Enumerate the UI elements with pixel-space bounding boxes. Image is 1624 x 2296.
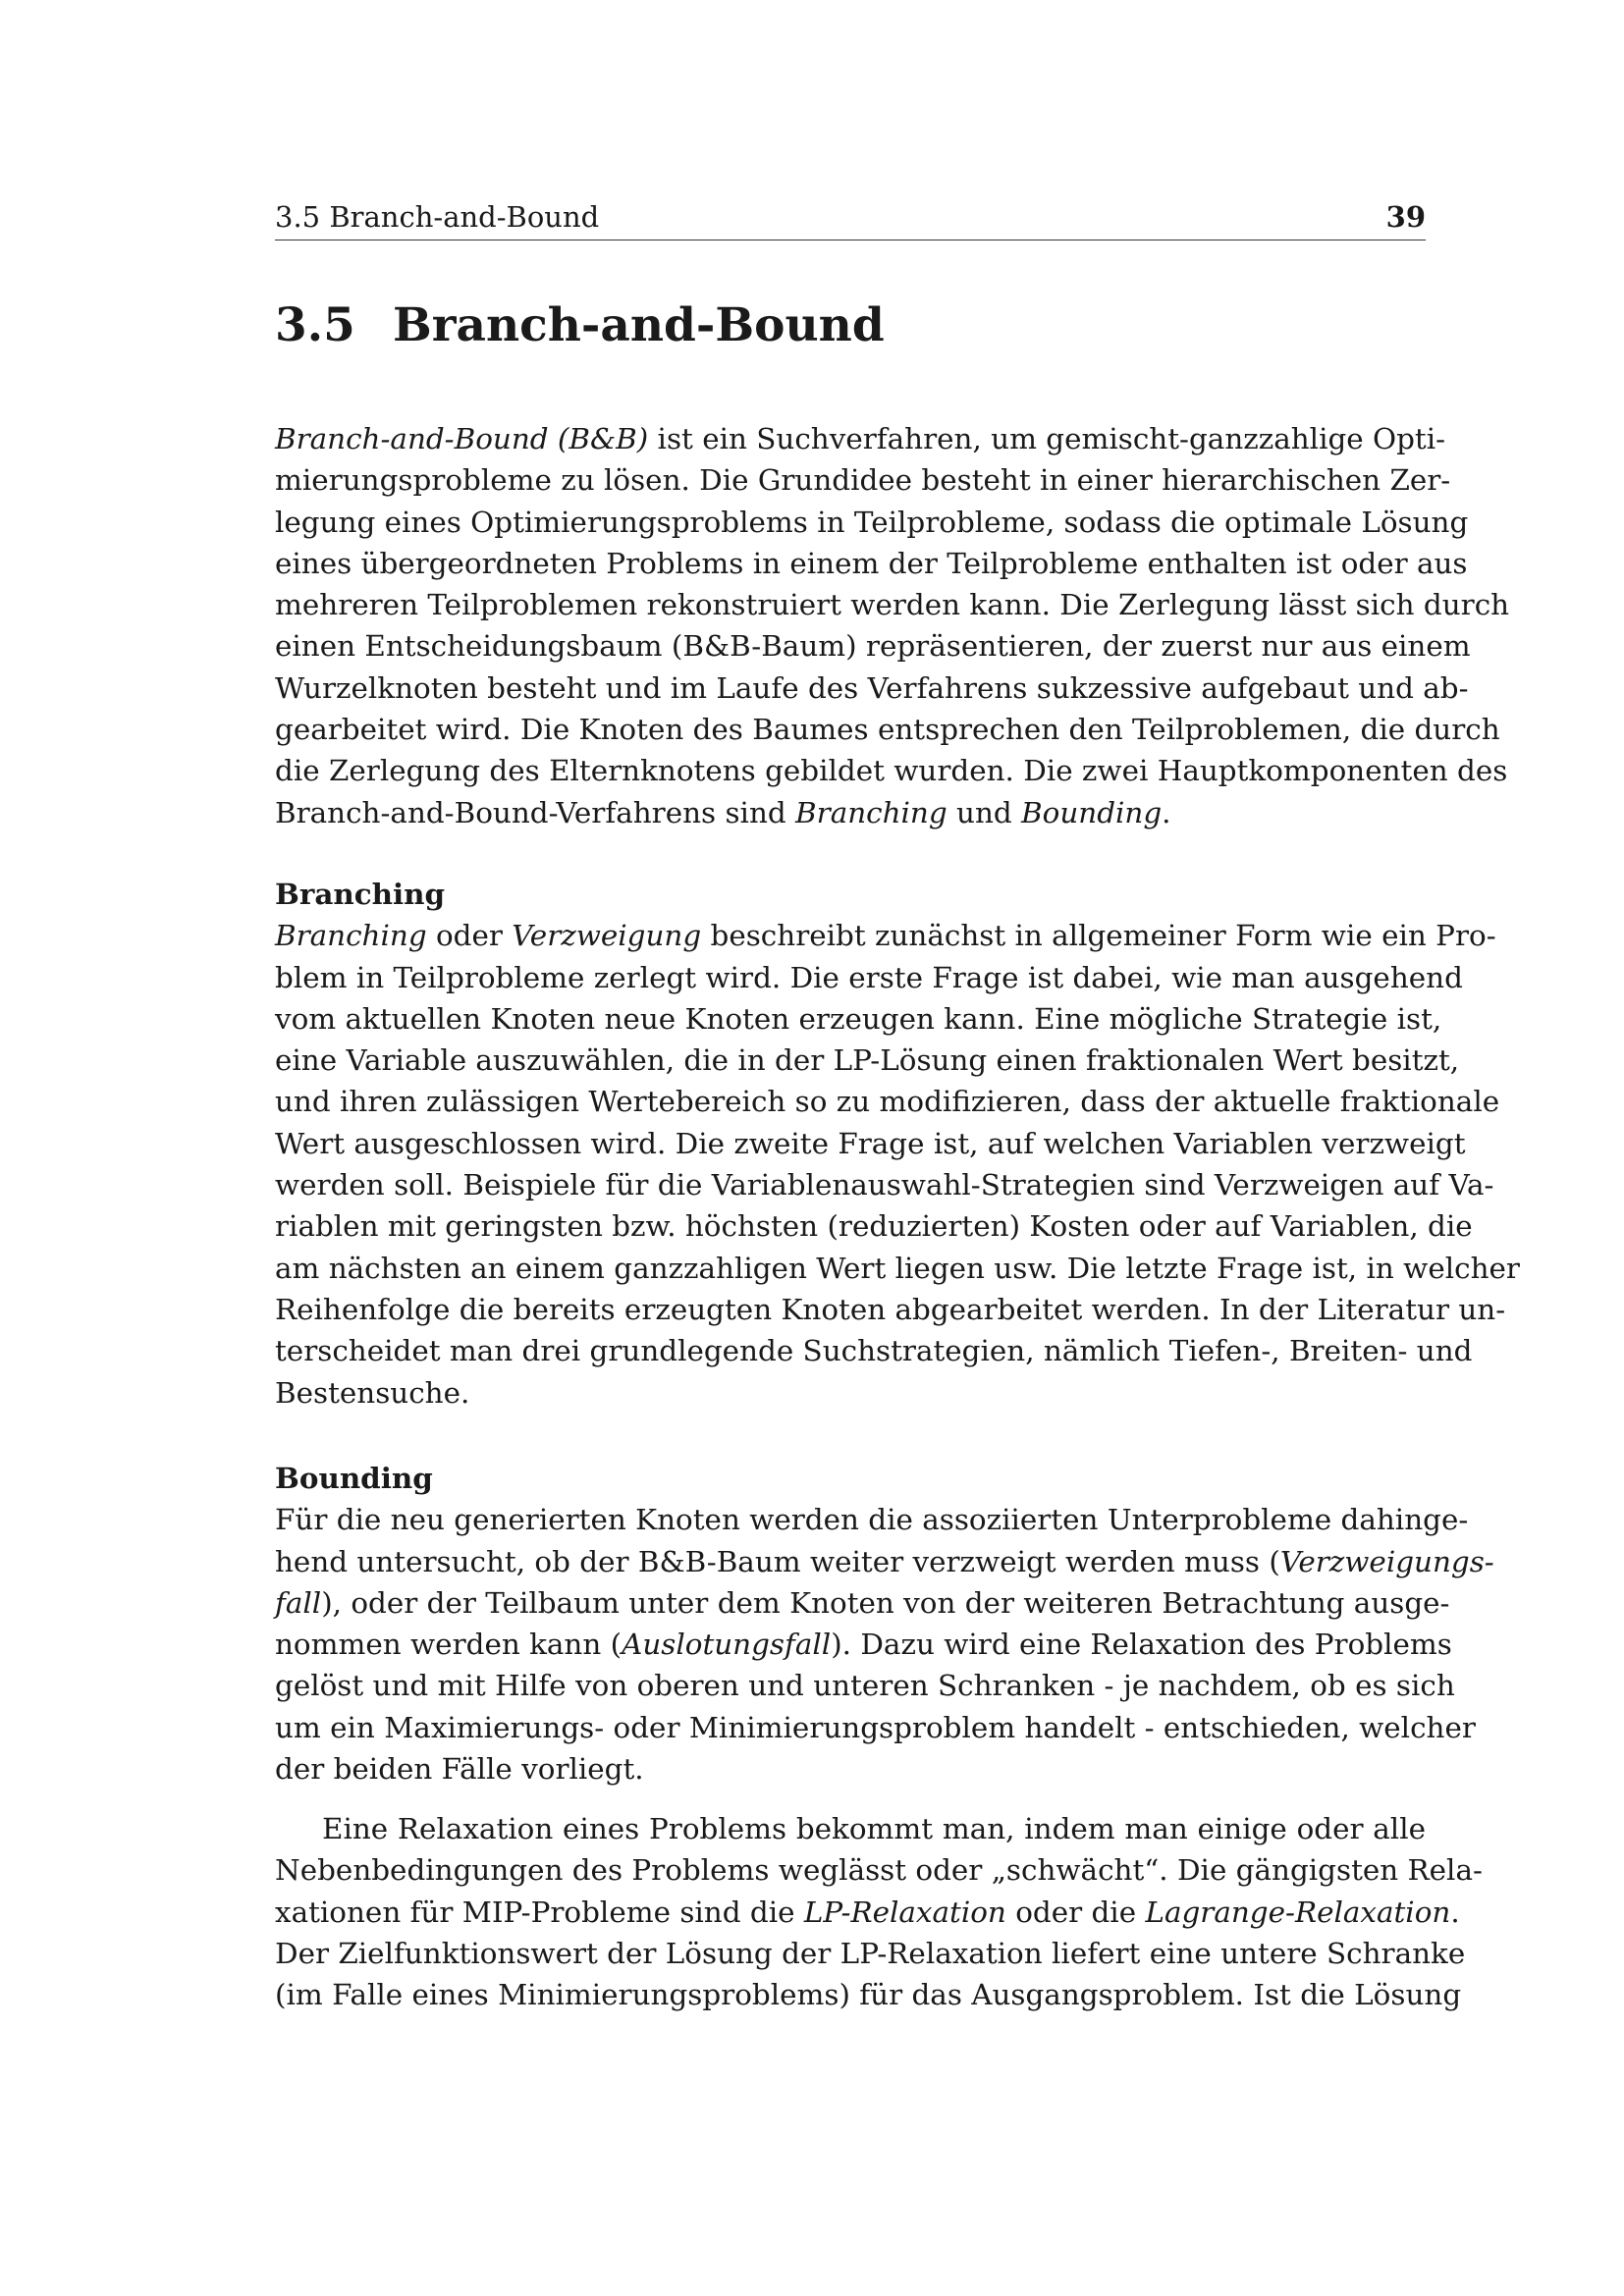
text-line: am nächsten an einem ganzzahligen Wert liegen usw. Die letzte Frage ist, in welcher bbox=[275, 1251, 1520, 1285]
text-line: Reihenfolge die bereits erzeugten Knoten abgearbeitet werden. In der Literatur un- bbox=[275, 1292, 1506, 1326]
text-line: Branch-and-Bound-Verfahrens sind Branching und Bounding. bbox=[275, 795, 1171, 829]
text-line: fall), oder der Teilbaum unter dem Knoten von der weiteren Betrachtung ausge- bbox=[275, 1585, 1450, 1620]
text-line: Eine Relaxation eines Problems bekommt man, indem man einige oder alle bbox=[322, 1812, 1426, 1845]
branching-section bbox=[275, 874, 1520, 1414]
text-line: der beiden Fälle vorliegt. bbox=[275, 1752, 644, 1787]
text-line: werden soll. Beispiele für die Variablenauswahl-Strategien sind Verzweigen auf Va- bbox=[275, 1168, 1494, 1202]
text-line: legung eines Optimierungsproblems in Teilprobleme, sodass die optimale Lösung bbox=[275, 505, 1469, 539]
text-line: terscheidet man drei grundlegende Suchstrategien, nämlich Tiefen-, Breiten- und bbox=[275, 1334, 1473, 1368]
text-line: die Zerlegung des Elternknotens gebildet wurden. Die zwei Hauptkomponenten des bbox=[275, 754, 1508, 788]
section-title-text: Branch-and-Bound bbox=[393, 298, 885, 352]
text-line: Nebenbedingungen des Problems weglässt oder „schwächt“. Die gängigsten Rela- bbox=[275, 1853, 1483, 1888]
text-line: eines übergeordneten Problems in einem der Teilprobleme enthalten ist oder aus bbox=[275, 546, 1468, 580]
text-line: Branch-and-Bound (B&B) ist ein Suchverfahren, um gemischt-ganzzahlige Opti- bbox=[275, 422, 1446, 455]
text-line: nommen werden kann (Auslotungsfall). Dazu wird eine Relaxation des Problems bbox=[275, 1628, 1452, 1662]
text-line: Wert ausgeschlossen wird. Die zweite Frage ist, auf welchen Variablen verzweigt bbox=[275, 1126, 1466, 1160]
text-line: Bestensuche. bbox=[275, 1375, 470, 1410]
text-line: mehreren Teilproblemen rekonstruiert werden kann. Die Zerlegung lässt sich durch bbox=[275, 588, 1510, 622]
text-line: eine Variable auszuwählen, die in der LP-Lösung einen fraktionalen Wert besitzt, bbox=[275, 1043, 1460, 1078]
text-line: gearbeitet wird. Die Knoten des Baumes entsprechen den Teilproblemen, die durch bbox=[275, 713, 1500, 747]
text-line: Branching oder Verzweigung beschreibt zunächst in allgemeiner Form wie ein Pro- bbox=[275, 919, 1496, 953]
section-number: 3.5 bbox=[275, 298, 355, 352]
text-line: hend untersucht, ob der B&B-Baum weiter verzweigt werden muss (Verzweigungs- bbox=[275, 1544, 1494, 1578]
text-line: gelöst und mit Hilfe von oberen und unteren Schranken - je nachdem, ob es sich bbox=[275, 1669, 1455, 1703]
text-line: einen Entscheidungsbaum (B&B-Baum) repräsentieren, der zuerst nur aus einem bbox=[275, 629, 1471, 664]
text-line: Für die neu generierten Knoten werden die assoziierten Unterprobleme dahinge- bbox=[275, 1503, 1469, 1537]
bounding-section bbox=[275, 1458, 1494, 1789]
text-line: Wurzelknoten besteht und im Laufe des Verfahrens sukzessive aufgebaut und ab- bbox=[275, 670, 1469, 705]
text-line: und ihren zulässigen Wertebereich so zu modifizieren, dass der aktuelle fraktionale bbox=[275, 1085, 1500, 1119]
text-line: um ein Maximierungs- oder Minimierungsproblem handelt - entschieden, welcher bbox=[275, 1710, 1476, 1744]
text-line: mierungsprobleme zu lösen. Die Grundidee besteht in einer hierarchischen Zer- bbox=[275, 463, 1451, 498]
bounding-heading: Bounding bbox=[275, 1461, 433, 1495]
text-line: vom aktuellen Knoten neue Knoten erzeugen kann. Eine mögliche Strategie ist, bbox=[275, 1001, 1442, 1036]
intro-paragraph bbox=[275, 418, 1510, 833]
running-header bbox=[275, 194, 1426, 240]
text-line: riablen mit geringsten bzw. höchsten (reduzierten) Kosten oder auf Variablen, die bbox=[275, 1209, 1473, 1244]
branching-heading: Branching bbox=[275, 877, 446, 911]
page-number: 39 bbox=[1385, 200, 1426, 234]
relaxation-paragraph bbox=[275, 1808, 1483, 2015]
running-title: 3.5 Branch-and-Bound bbox=[275, 200, 600, 234]
text-line: xationen für MIP-Probleme sind die LP-Relaxation oder die Lagrange-Relaxation. bbox=[275, 1895, 1460, 1929]
text-line: (im Falle eines Minimierungsproblems) für das Ausgangsproblem. Ist die Lösung bbox=[275, 1978, 1462, 2012]
section-title bbox=[275, 296, 885, 355]
text-line: blem in Teilprobleme zerlegt wird. Die erste Frage ist dabei, wie man ausgehend bbox=[275, 960, 1463, 994]
text-line: Der Zielfunktionswert der Lösung der LP-Relaxation liefert eine untere Schranke bbox=[275, 1936, 1466, 1970]
